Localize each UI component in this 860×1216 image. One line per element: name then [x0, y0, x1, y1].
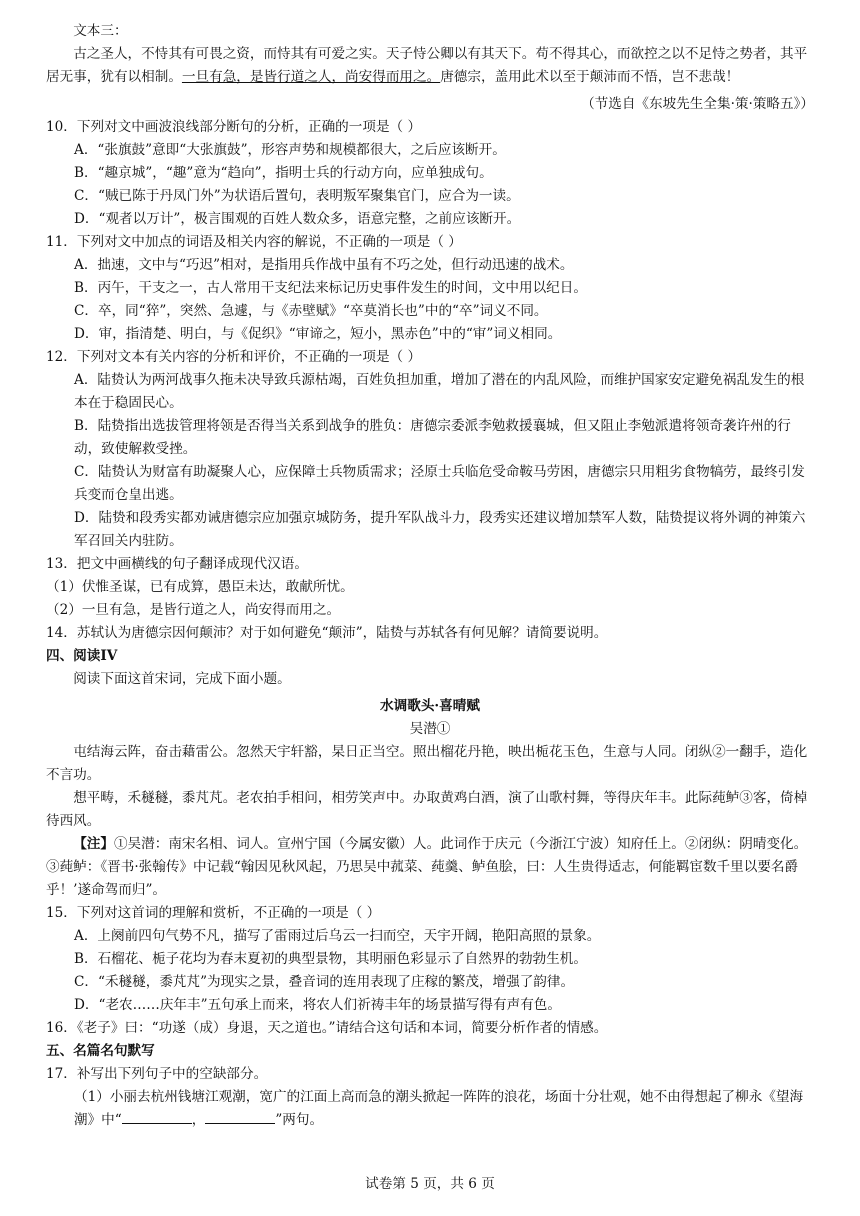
q10-stem: 10．下列对文中画波浪线部分断句的分析，正确的一项是（ ） — [46, 119, 422, 135]
q10-option-c: C．“贼已陈于丹凤门外”为状语后置句，表明叛军聚集官门，应合为一读。 — [74, 188, 520, 204]
q15-option-a: A．上阕前四句气势不凡，描写了雷雨过后乌云一扫而空，天宇开阔，艳阳高照的景象。 — [74, 928, 601, 944]
q11-option-c: C．卒，同“猝”，突然、急遽，与《赤壁赋》“卒莫消长也”中的“卒”词义不同。 — [74, 303, 548, 319]
q12-option-c: C．陆贽认为财富有助凝聚人心，应保障士兵物质需求；泾原士兵临危受命鞍马劳困，唐德宗只用粗劣食物犒劳，最终引发兵变而仓皇出逃。 — [74, 464, 805, 503]
section4-intro: 阅读下面这首宋词，完成下面小题。 — [73, 671, 291, 687]
q16-stem: 16．《老子》曰：“功遂（成）身退，天之道也。”请结合这句话和本词，简要分析作者的情感。 — [46, 1020, 608, 1036]
q11-option-b: B．丙午，干支之一，古人常用干支纪法来标记历史事件发生的时间，文中用以纪日。 — [74, 280, 587, 296]
page-footer: 试卷第 5 页，共 6 页 — [365, 1176, 495, 1192]
text3-label: 文本三： — [73, 23, 128, 39]
q13-item-2: （2）一旦有急，是皆行道之人，尚安得而用之。 — [46, 602, 341, 618]
poem-stanza-2: 想平畴，禾穟穟，黍芃芃。老农拍手相问，相劳笑声中。办取黄鸡白酒，演了山歌村舞，等得庆年丰。此际莼鲈③客，倚棹待西风。 — [46, 790, 808, 829]
q12-option-d: D．陆贽和段秀实都劝诫唐德宗应加强京城防务，提升军队战斗力，段秀实还建议增加禁军人数，陆贽提议将外调的神策六军召回关内驻防。 — [74, 510, 806, 549]
q11-option-d: D．审，指清楚、明白，与《促织》“审谛之，短小，黑赤色”中的“审”词义相同。 — [74, 326, 562, 342]
section4-heading: 四、阅读IV — [46, 648, 118, 664]
note-label: 【注】 — [73, 836, 114, 852]
text3-p1-b: 唐德宗，盖用此术以至于颠沛而不悟，岂不悲哉！ — [440, 69, 740, 85]
q17-item1-text-b: ”两句。 — [275, 1112, 324, 1128]
q10-option-a: A．“张旗鼓”意即“大张旗鼓”，形容声势和规模都很大，之后应该断开。 — [74, 142, 506, 158]
text3-source: （节选自《东坡先生全集·策·策略五》） — [581, 96, 814, 112]
q17-stem: 17．补写出下列句子中的空缺部分。 — [46, 1066, 268, 1082]
q13-stem: 13．把文中画横线的句子翻译成现代汉语。 — [46, 556, 308, 572]
poem-author: 吴潜① — [409, 721, 451, 737]
q10-option-d: D．“观者以万计”，极言围观的百姓人数众多，语意完整，之前应该断开。 — [74, 211, 521, 227]
q12-option-a: A．陆贽认为两河战事久拖未决导致兵源枯竭，百姓负担加重，增加了潜在的内乱风险，而维护国家安定避免祸乱发生的根本在于稳固民心。 — [74, 372, 805, 411]
q15-option-b: B．石榴花、栀子花均为春末夏初的典型景物，其明丽色彩显示了自然界的勃勃生机。 — [74, 951, 587, 967]
q17-item1-sep: ， — [191, 1112, 206, 1128]
q15-option-d: D．“老农……庆年丰”五句承上而来，将农人们祈祷丰年的场景描写得有声有色。 — [74, 997, 561, 1013]
q15-option-c: C．“禾穟穟，黍芃芃”为现实之景，叠音词的连用表现了庄稼的繁茂，增强了韵律。 — [74, 974, 575, 990]
q15-stem: 15．下列对这首词的理解和赏析，不正确的一项是（ ） — [46, 905, 381, 921]
q13-item-1: （1）伏惟圣谋，已有成算，愚臣未达，敢献所忧。 — [46, 579, 354, 595]
answer-blank-1[interactable] — [122, 1109, 192, 1124]
q12-stem: 12．下列对文本有关内容的分析和评价，不正确的一项是（ ） — [46, 349, 422, 365]
answer-blank-2[interactable] — [205, 1109, 275, 1124]
q11-stem: 11．下列对文中加点的词语及相关内容的解说，不正确的一项是（ ） — [46, 234, 462, 250]
text3-underlined-sentence: 一旦有急，是皆行道之人，尚安得而用之。 — [181, 69, 441, 85]
text3-paragraph — [46, 43, 814, 89]
section5-heading: 五、名篇名句默写 — [46, 1043, 155, 1059]
poem-title: 水调歌头·喜晴赋 — [380, 698, 480, 714]
q17-item-1 — [46, 1086, 814, 1132]
q17-item1-text-a: （1）小丽去杭州钱塘江观潮，宽广的江面上高而急的潮头掀起一阵阵的浪花，场面十分壮观，她不由得想起了柳永《望海潮》中“ — [74, 1089, 804, 1128]
note-text: ①吴潜：南宋名相、词人。宣州宁国（今属安徽）人。此词作于庆元（今浙江宁波）知府任上。②闭纵：阴晴变化。③莼鲈：《晋书·张翰传》中记载“翰因见秋风起，乃思吴中菰菜、莼羹、鲈鱼脍，曰：人生贵得适志，何能羁宦数千里以要名爵乎！’遂命驾而归”。 — [46, 836, 808, 898]
q10-option-b: B．“趣京城”，“趣”意为“趋向”，指明士兵的行动方向，应单独成句。 — [74, 165, 493, 181]
text3-p1-a: 古之圣人，不恃其有可畏之资，而恃其有可爱之实。天子恃公卿以有其天下。苟不得其心，而欲控之以不足恃之势者，其平居无事，犹有以相制。 — [46, 46, 808, 85]
q14-stem: 14．苏轼认为唐德宗因何颠沛？对于如何避免“颠沛”，陆贽与苏轼各有何见解？请简要说明。 — [46, 625, 608, 641]
poem-note — [46, 833, 814, 902]
poem-stanza-1: 屯结海云阵，奋击藉雷公。忽然天宇轩豁，杲日正当空。照出榴花丹艳，映出栀花玉色，生意与人同。闭纵②一翻手，造化不言功。 — [46, 744, 808, 783]
q11-option-a: A．拙速，文中与“巧迟”相对，是指用兵作战中虽有不巧之处，但行动迅速的战术。 — [74, 257, 574, 273]
q12-option-b: B．陆贽指出选拔管理将领是否得当关系到战争的胜负：唐德宗委派李勉救援襄城，但又阻止李勉派遣将领奇袭许州的行动，致使解救受挫。 — [74, 418, 791, 457]
